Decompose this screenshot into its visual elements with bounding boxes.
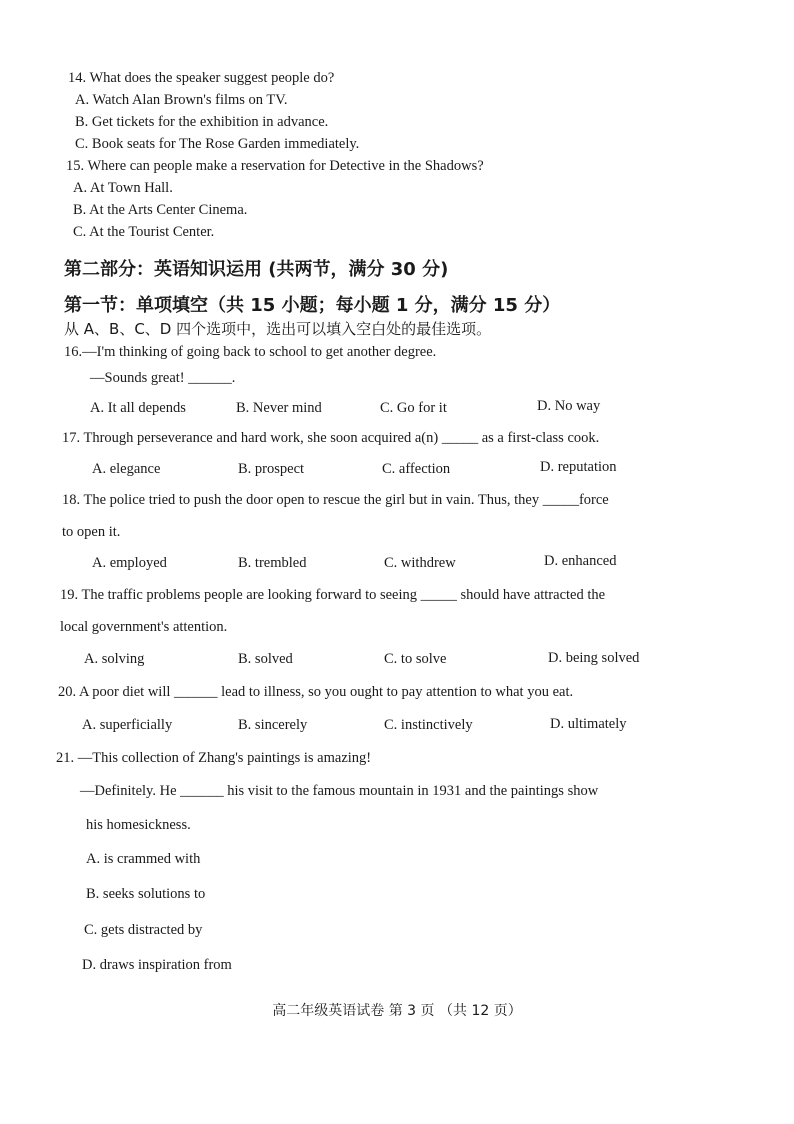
question-15: 15. Where can people make a reservation for Detective in the Shadows?	[66, 158, 484, 174]
q20-option-a: A. superficially	[82, 717, 173, 733]
q20-option-c: C. instinctively	[384, 717, 473, 733]
page-footer: 高二年级英语试卷 第 3 页 （共 12 页）	[272, 1003, 522, 1019]
question-16: 16.—I'm thinking of going back to school to get another degree.	[64, 344, 437, 360]
q17-option-d: D. reputation	[540, 459, 617, 475]
q17-option-a: A. elegance	[92, 461, 161, 477]
q18-option-c: C. withdrew	[384, 555, 456, 571]
q17-option-c: C. affection	[382, 461, 451, 477]
q16-option-b: B. Never mind	[236, 400, 322, 416]
q17-option-b: B. prospect	[238, 461, 305, 477]
q20-option-d: D. ultimately	[550, 716, 627, 732]
q19-option-d: D. being solved	[548, 650, 640, 666]
q15-option-c: C. At the Tourist Center.	[73, 224, 215, 240]
q19-option-b: B. solved	[238, 651, 293, 667]
q16-option-a: A. It all depends	[90, 400, 186, 416]
q16-option-d: D. No way	[537, 398, 601, 414]
q19-option-a: A. solving	[84, 651, 145, 667]
q21-line3: his homesickness.	[86, 817, 191, 833]
question-18: 18. The police tried to push the door open to rescue the girl but in vain. Thus, they _____force	[62, 492, 609, 508]
q15-option-a: A. At Town Hall.	[73, 180, 173, 196]
section1-title: 第一节：单项填空（共 15 小题；每小题 1 分，满分 15 分）	[64, 295, 561, 316]
q21-option-d: D. draws inspiration from	[82, 957, 232, 973]
part2-title: 第二部分：英语知识运用 (共两节，满分 30 分)	[64, 259, 449, 280]
q21-line2: —Definitely. He ______ his visit to the famous mountain in 1931 and the paintings show	[80, 783, 599, 799]
q16-option-c: C. Go for it	[380, 400, 447, 416]
q21-option-c: C. gets distracted by	[84, 922, 203, 938]
q15-option-b: B. At the Arts Center Cinema.	[73, 202, 248, 218]
question-21: 21. —This collection of Zhang's paintings is amazing!	[56, 750, 372, 766]
q19-line2: local government's attention.	[60, 619, 228, 635]
q14-option-c: C. Book seats for The Rose Garden immediately.	[75, 136, 360, 152]
q14-option-b: B. Get tickets for the exhibition in advance.	[75, 114, 329, 130]
q18-line2: to open it.	[62, 524, 121, 540]
q14-option-a: A. Watch Alan Brown's films on TV.	[75, 92, 288, 108]
q16-line2: —Sounds great! ______.	[90, 370, 236, 386]
question-14: 14. What does the speaker suggest people do?	[68, 70, 335, 86]
section1-instruction: 从 A、B、C、D 四个选项中，选出可以填入空白处的最佳选项。	[64, 320, 492, 338]
q18-option-d: D. enhanced	[544, 553, 617, 569]
q20-option-b: B. sincerely	[238, 717, 308, 733]
q18-option-b: B. trembled	[238, 555, 307, 571]
q21-option-b: B. seeks solutions to	[86, 886, 206, 902]
question-19: 19. The traffic problems people are looking forward to seeing _____ should have attracted the	[60, 587, 606, 603]
q18-option-a: A. employed	[92, 555, 167, 571]
q19-option-c: C. to solve	[384, 651, 447, 667]
question-17: 17. Through perseverance and hard work, she soon acquired a(n) _____ as a first-class cook.	[62, 430, 600, 446]
question-20: 20. A poor diet will ______ lead to illness, so you ought to pay attention to what you eat.	[58, 684, 574, 700]
q21-option-a: A. is crammed with	[86, 851, 201, 867]
